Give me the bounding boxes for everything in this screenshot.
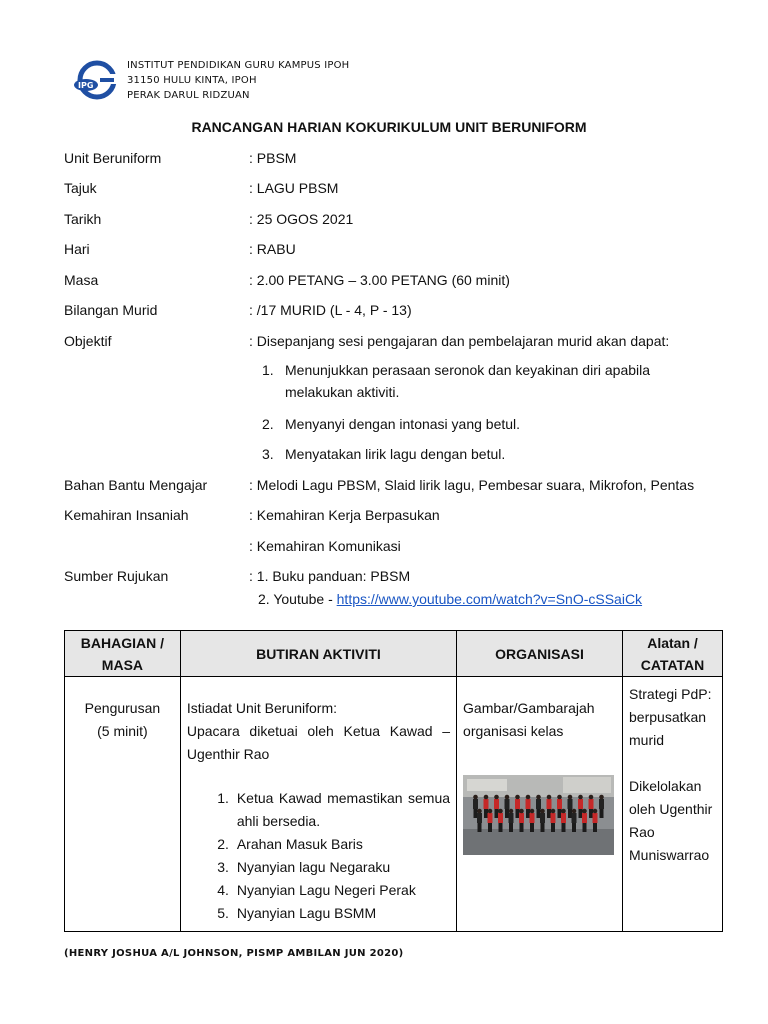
aktiviti-heading: Istiadat Unit Beruniform: xyxy=(186,700,337,716)
footer-author: (HENRY JOSHUA A/L JOHNSON, PISMP AMBILAN JUN 2020) xyxy=(64,948,404,959)
cell-aktiviti xyxy=(180,677,456,932)
masa-value: : 2.00 PETANG – 3.00 PETANG (60 minit) xyxy=(249,272,510,288)
table-header-row xyxy=(65,631,723,677)
list-item: 4. Nyanyian Lagu Negeri Perak xyxy=(233,879,450,902)
bilangan-value: : /17 MURID (L - 4, P - 13) xyxy=(249,302,412,318)
objective-number: 1. xyxy=(262,362,274,378)
list-item: 5. Nyanyian Lagu BSMM xyxy=(233,902,450,925)
activity-table xyxy=(64,630,723,932)
objective-number: 3. xyxy=(262,446,274,462)
cell-catatan xyxy=(623,677,723,932)
objective-text: Menyanyi dengan intonasi yang betul. xyxy=(285,416,521,432)
header-masa: MASA xyxy=(101,656,144,673)
logo-text: IPG xyxy=(78,81,94,90)
bbm-value: : Melodi Lagu PBSM, Slaid lirik lagu, Pembesar suara, Mikrofon, Pentas xyxy=(249,477,695,493)
institution-address: 31150 HULU KINTA, IPOH xyxy=(127,75,257,86)
catatan-pengelola: Dikelolakan oleh Ugenthir Rao Muniswarrao xyxy=(629,778,713,863)
hari-value: : RABU xyxy=(249,241,296,257)
header-butiran-aktiviti: BUTIRAN AKTIVITI xyxy=(180,631,456,677)
kemahiran-label: Kemahiran Insaniah xyxy=(64,507,189,523)
sumber-value-2 xyxy=(258,591,642,607)
objective-text: Menyatakan lirik lagu dengan betul. xyxy=(285,446,506,462)
tajuk-value: : LAGU PBSM xyxy=(249,180,339,196)
aktiviti-description: Upacara diketuai oleh Ketua Kawad – Ugenthir Rao xyxy=(186,723,451,762)
organisasi-text: Gambar/Gambarajah organisasi kelas xyxy=(463,700,595,739)
catatan-strategi: Strategi PdP: berpusatkan murid xyxy=(629,686,712,748)
cell-organisasi xyxy=(457,677,623,932)
masa-text: (5 minit) xyxy=(97,723,148,739)
document-title: RANCANGAN HARIAN KOKURIKULUM UNIT BERUNIFORM xyxy=(191,119,587,135)
bahagian-text: Pengurusan xyxy=(84,700,161,716)
objective-number: 2. xyxy=(262,416,274,432)
kemahiran-value-1: : Kemahiran Kerja Berpasukan xyxy=(249,507,440,523)
list-item: 1. Ketua Kawad memastikan semua ahli bersedia. xyxy=(233,787,450,833)
header-organisasi: ORGANISASI xyxy=(457,631,623,677)
tarikh-value: : 25 OGOS 2021 xyxy=(249,211,354,227)
institution-state: PERAK DARUL RIDZUAN xyxy=(127,90,250,101)
masa-label: Masa xyxy=(64,272,99,288)
objektif-intro: : Disepanjang sesi pengajaran dan pembelajaran murid akan dapat: xyxy=(249,333,670,349)
institution-name: INSTITUT PENDIDIKAN GURU KAMPUS IPOH xyxy=(127,60,350,71)
header-catatan: CATATAN xyxy=(640,656,705,673)
list-item: 2. Arahan Masuk Baris xyxy=(233,833,450,856)
hari-label: Hari xyxy=(64,241,90,257)
youtube-link[interactable]: https://www.youtube.com/watch?v=SnO-cSSaiCk xyxy=(336,591,643,607)
sumber-value-1: : 1. Buku panduan: PBSM xyxy=(249,568,411,584)
unit-label: Unit Beruniform xyxy=(64,150,162,166)
header-alatan: Alatan / xyxy=(647,634,698,651)
header-bahagian: BAHAGIAN / xyxy=(80,634,165,651)
tajuk-label: Tajuk xyxy=(64,180,97,196)
aktiviti-steps xyxy=(187,787,450,925)
bbm-label: Bahan Bantu Mengajar xyxy=(64,477,208,493)
kemahiran-value-2: : Kemahiran Komunikasi xyxy=(249,538,401,554)
list-item: 3. Nyanyian lagu Negaraku xyxy=(233,856,450,879)
unit-value: : PBSM xyxy=(249,150,297,166)
bilangan-label: Bilangan Murid xyxy=(64,302,158,318)
table-row xyxy=(65,677,723,932)
objective-text: Menunjukkan perasaan seronok dan keyakinan diri apabila melakukan aktiviti. xyxy=(285,362,651,400)
youtube-prefix: 2. Youtube - xyxy=(258,591,337,607)
cell-bahagian xyxy=(65,677,181,932)
objektif-label: Objektif xyxy=(64,333,112,349)
tarikh-label: Tarikh xyxy=(64,211,102,227)
header-bahagian-masa xyxy=(65,631,181,677)
formation-photo xyxy=(463,775,614,855)
ipg-logo-icon xyxy=(72,60,118,100)
sumber-label: Sumber Rujukan xyxy=(64,568,169,584)
header-alatan-catatan xyxy=(623,631,723,677)
